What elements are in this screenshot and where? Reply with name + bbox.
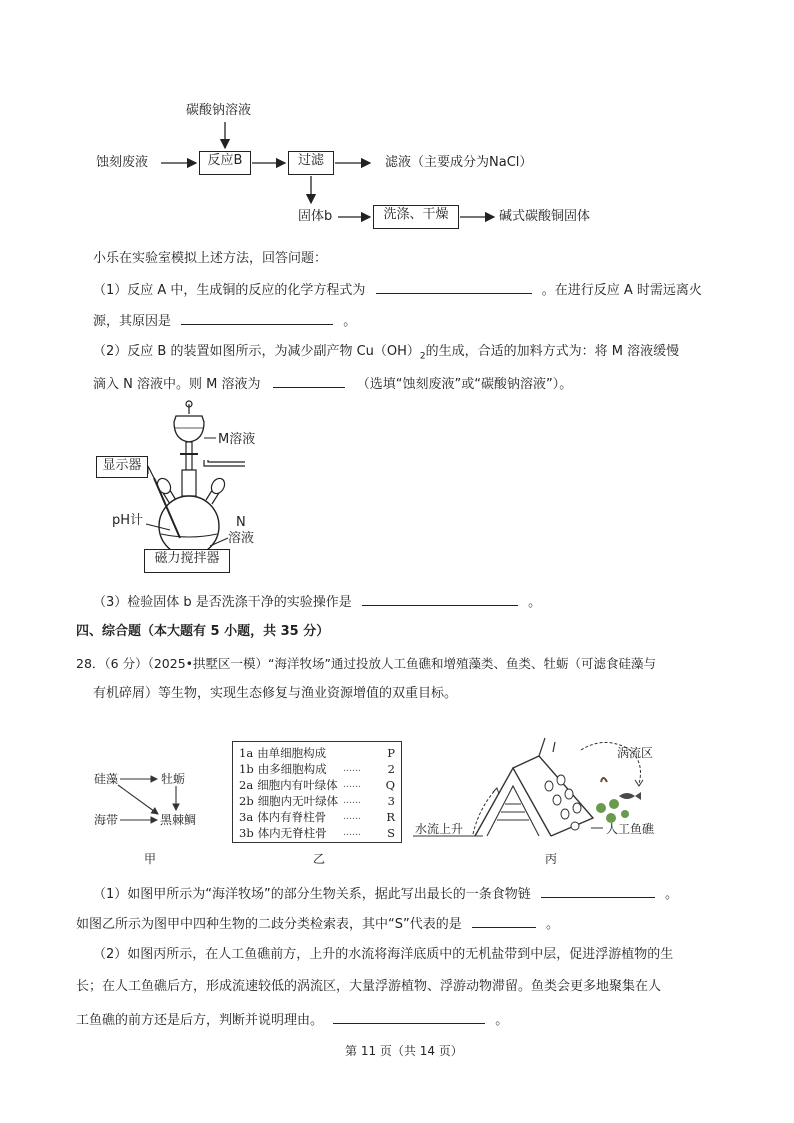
q28-1-line1: （1）如图甲所示为“海洋牧场”的部分生物关系，据此写出最长的一条食物链 。	[93, 887, 679, 902]
yi-key-row: 3b 体内无脊柱骨 …… S	[239, 826, 395, 840]
q28-2-line2: 长；在人工鱼礁后方，形成流速较低的涡流区，大量浮游植物、浮游动物滞留。鱼类会更多地聚集在人	[76, 979, 662, 994]
flowchart-arrows	[0, 0, 794, 260]
q28-line1: 28．（6 分）（2025•拱墅区一模）“海洋牧场”通过投放人工鱼礁和增殖藻类、鱼类、牡蛎（可滤食硅藻与	[76, 656, 656, 671]
display-box: 显示器	[96, 456, 148, 478]
label-ph-meter: pH计	[112, 513, 144, 528]
bing-caption: 丙	[545, 852, 558, 866]
yi-caption: 乙	[313, 852, 326, 866]
q28-1-line2: 如图乙所示为图甲中四种生物的二歧分类检索表，其中“S”代表的是 。	[76, 917, 560, 932]
section-heading: 四、综合题（本大题有 5 小题，共 35 分）	[76, 624, 330, 639]
jia-oyster: 牡蛎	[161, 772, 186, 786]
flow-reaction-b-box: 反应B	[199, 151, 251, 175]
yi-key-row: 2a 细胞内有叶绿体 …… Q	[239, 778, 395, 792]
label-n: N	[236, 515, 246, 530]
intro-text: 小乐在实验室模拟上述方法，回答问题：	[93, 251, 328, 266]
yi-key-row: 1b 由多细胞构成 …… 2	[239, 762, 395, 776]
flow-wash-dry-box: 洗涤、干燥	[373, 205, 459, 229]
flow-top-reagent: 碳酸钠溶液	[186, 103, 252, 118]
label-n-solution: 溶液	[228, 531, 255, 546]
q2-line1: （2）反应 B 的装置如图所示，为减少副产物 $Cu(OH)_2$的生成，合适的加料方式为：将 M 溶液缓慢	[93, 344, 680, 362]
bing-reef-label: 人工鱼礁	[606, 822, 655, 836]
q1-answer-blank-2[interactable]	[181, 312, 333, 325]
q1-answer-blank-1[interactable]	[376, 281, 532, 294]
page-footer: 第 11 页（共 14 页）	[345, 1044, 463, 1058]
jia-seabream: 黑棘鲷	[160, 813, 197, 827]
q28-line2: 有机碎屑）等生物，实现生态修复与渔业资源增值的双重目标。	[93, 686, 458, 701]
q3-answer-blank[interactable]	[362, 593, 518, 606]
stirrer-box: 磁力搅拌器	[144, 549, 230, 573]
flow-product: 碱式碳酸铜固体	[499, 209, 591, 224]
flow-start: 蚀刻废液	[96, 155, 149, 170]
bing-vortex-label: 涡流区	[617, 746, 654, 760]
q28-1-answer-blank-2[interactable]	[472, 915, 536, 928]
q3-line: （3）检验固体 b 是否洗涤干净的实验操作是 。	[93, 595, 542, 610]
label-m-solution: M溶液	[218, 432, 256, 447]
q28-2-line1: （2）如图丙所示，在人工鱼礁前方，上升的水流将海洋底质中的无机盐带到中层，促进浮游植物的生	[93, 947, 674, 962]
flow-solid-b: 固体b	[298, 209, 333, 224]
q28-1-answer-blank-1[interactable]	[541, 885, 655, 898]
jia-kelp: 海带	[94, 813, 119, 827]
jia-diatom: 硅藻	[94, 772, 119, 786]
q28-2-line3: 工鱼礁的前方还是后方，判断并说明理由。 。	[76, 1013, 509, 1028]
q2-answer-blank[interactable]	[273, 375, 345, 388]
flow-filtrate: 滤液（主要成分为NaCl）	[385, 155, 533, 170]
yi-key-row: 1a 由单细胞构成 P	[239, 746, 395, 760]
yi-key-row: 3a 体内有脊柱骨 …… R	[239, 810, 395, 824]
q1-line1: （1）反应 A 中，生成铜的反应的化学方程式为 。在进行反应 A 时需远离火	[93, 283, 702, 298]
q2-line2: 滴入 N 溶液中。则 M 溶液为 （选填“蚀刻废液”或“碳酸钠溶液”）。	[93, 377, 573, 392]
jia-caption: 甲	[144, 852, 157, 866]
bing-upwelling-label: 水流上升	[415, 822, 464, 836]
q1-line2: 源，其原因是 。	[93, 314, 357, 329]
yi-key-row: 2b 细胞内无叶绿体 …… 3	[239, 794, 395, 808]
yi-key-table	[232, 741, 402, 843]
jia-food-web-arrows	[90, 768, 210, 828]
q28-2-answer-blank[interactable]	[333, 1011, 485, 1024]
flow-filter-box: 过滤	[288, 151, 334, 175]
